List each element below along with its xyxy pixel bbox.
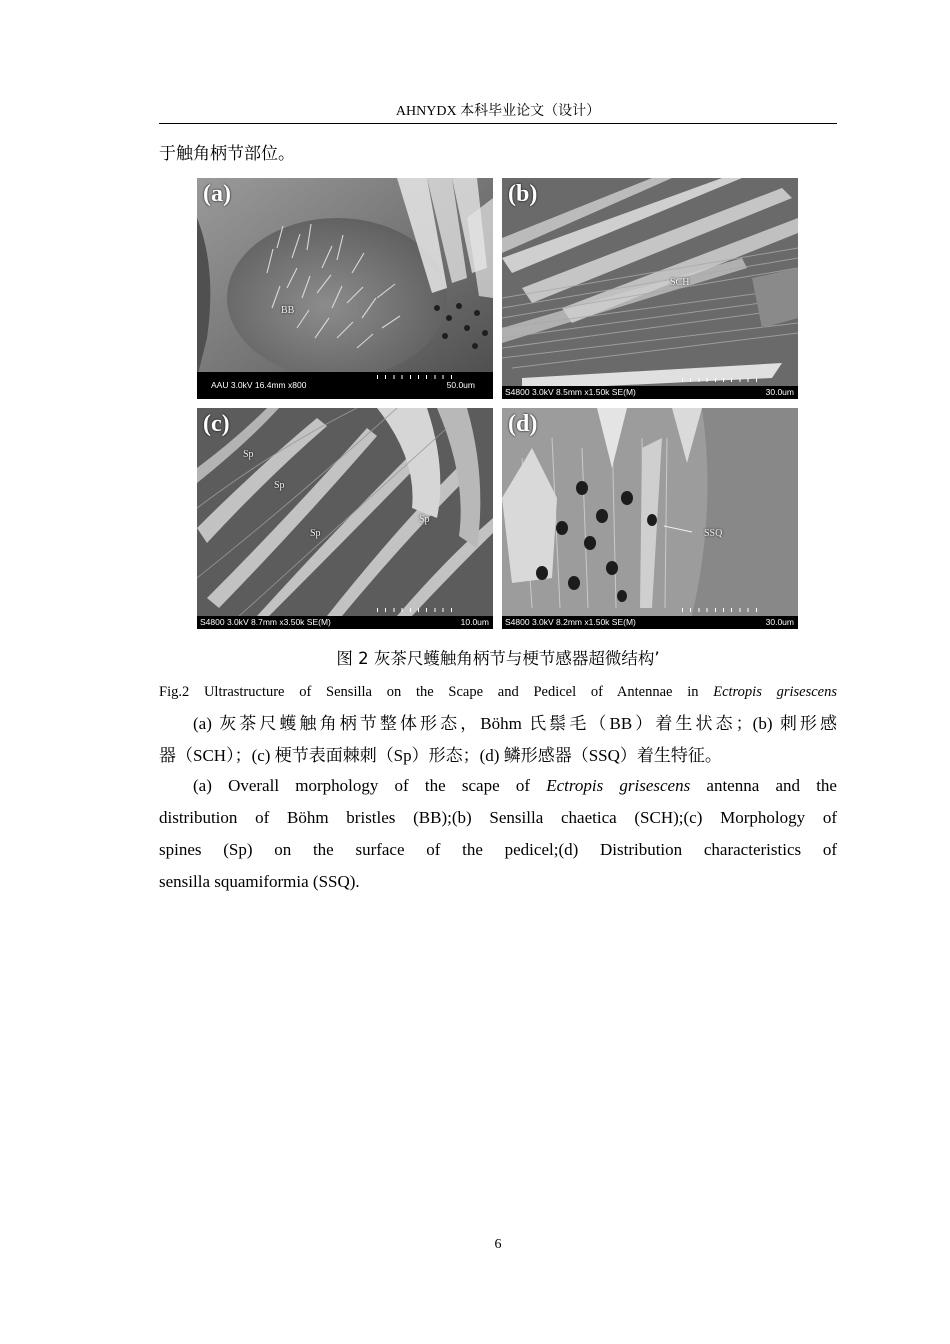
sem-image-b [502, 178, 798, 399]
scale-value: 30.0um [765, 617, 794, 627]
sem-params: S4800 3.0kV 8.5mm x1.50k SE(M) [505, 387, 636, 397]
scale-value: 10.0um [460, 617, 489, 627]
figure-caption-cn: 图 2 灰茶尺蠖触角柄节与梗节感器超微结构’ [336, 649, 660, 668]
figure-caption-en [159, 682, 837, 702]
label-sp-2: Sp [274, 480, 285, 491]
page-number: 6 [494, 1237, 502, 1252]
description-cn-line: (a) 灰茶尺蠖触角柄节整体形态，Böhm 氏鬃毛（BB）着生状态；(b) 刺形感 [193, 714, 837, 733]
description-cn [159, 708, 837, 772]
description-en [159, 770, 837, 898]
description-en-line [159, 770, 837, 802]
label-ssq: SSQ [704, 528, 723, 539]
scale-value: 50.0um [446, 380, 475, 390]
figure-panel-d [502, 408, 798, 629]
desc-en-species: Ectropis grisescens [546, 776, 691, 795]
desc-en-text: (a) Overall morphology of the scape of [193, 776, 547, 795]
sem-image-d [502, 408, 798, 629]
header-rule [159, 123, 837, 124]
description-en-line: distribution of Böhm bristles (BB);(b) Sensilla chaetica (SCH);(c) Morphology of [159, 808, 837, 827]
sem-info-bar-b [502, 386, 798, 399]
sem-info-bar-a [197, 372, 493, 399]
caption-en-text: Fig.2 Ultrastructure of Sensilla on the Scape and Pedicel of Antennae in [159, 684, 714, 700]
panel-tag-a: (a) [203, 181, 231, 207]
sem-image-a [197, 178, 493, 399]
figure-panel-c [197, 408, 493, 629]
sem-params: S4800 3.0kV 8.2mm x1.50k SE(M) [505, 617, 636, 627]
label-sp-3: Sp [310, 528, 321, 539]
label-bb: BB [281, 305, 295, 316]
scale-ticks [682, 378, 764, 382]
caption-en-species: Ectropis grisescens [713, 684, 837, 700]
figure-panel-b [502, 178, 798, 399]
label-sp-4: Sp [419, 514, 430, 525]
sem-info-bar-c [197, 616, 493, 629]
panel-tag-b: (b) [508, 181, 538, 207]
description-en-line: sensilla squamiformia (SSQ). [159, 872, 360, 891]
sem-params: AAU 3.0kV 16.4mm x800 [211, 380, 307, 390]
desc-en-text: antenna and the [690, 776, 837, 795]
running-header: AHNYDX 本科毕业论文（设计） [395, 104, 601, 119]
label-sp-1: Sp [243, 449, 254, 460]
sem-params: S4800 3.0kV 8.7mm x3.50k SE(M) [200, 617, 331, 627]
panel-tag-d: (d) [508, 411, 538, 437]
sem-info-bar-d [502, 616, 798, 629]
lead-text: 于触角柄节部位。 [159, 144, 295, 163]
scale-value: 30.0um [765, 387, 794, 397]
figure-panel-a [197, 178, 493, 399]
scale-ticks [682, 608, 764, 612]
sem-image-c [197, 408, 493, 629]
label-sch: SCH [670, 277, 690, 288]
description-cn-line: 器（SCH）；(c) 梗节表面棘刺（Sp）形态；(d) 鳞形感器（SSQ）着生特征。 [159, 746, 722, 765]
description-en-line: spines (Sp) on the surface of the pedicel;(d) Distribution characteristics of [159, 840, 837, 859]
scale-ticks [377, 608, 459, 612]
panel-tag-c: (c) [203, 411, 230, 437]
